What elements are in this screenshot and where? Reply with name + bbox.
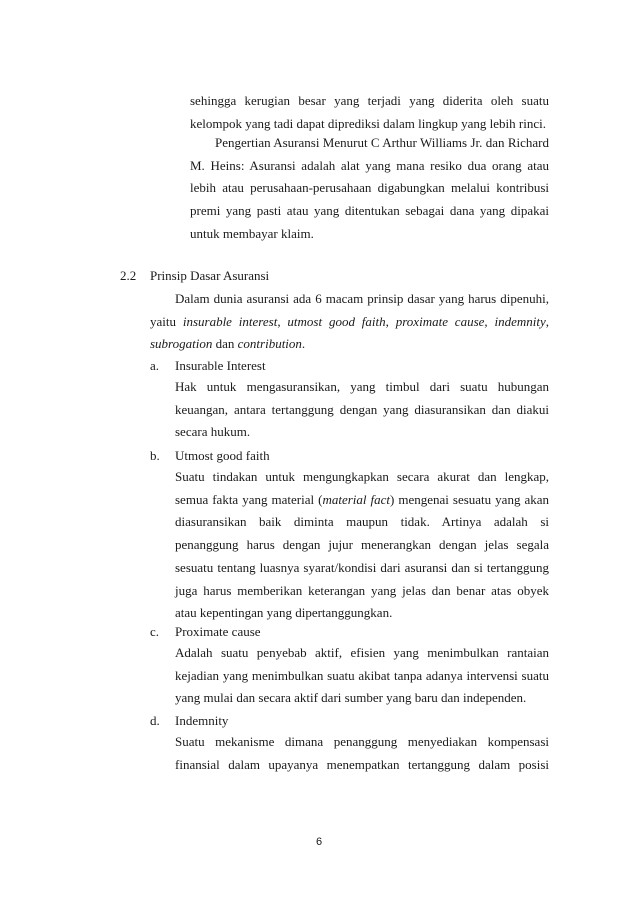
item-title-insurable-interest: Insurable Interest — [175, 358, 266, 373]
item-letter-d: d. — [150, 713, 160, 728]
item-body-insurable-interest: Hak untuk mengasuransikan, yang timbul dari suatu hubungan keuangan, antara tertanggung dengan yang diasuransikan dan diakui secara hukum. — [175, 379, 549, 440]
definition-paragraph: Pengertian Asuransi Menurut C Arthur Williams Jr. dan Richard M. Heins: Asuransi adalah alat yang mana resiko dua orang atau lebih atau perusahaan-perusahaan digabungkan melalui kontribusi premi yang pasti atau yang ditentukan sebagai dana yang dipakai untuk membayar klaim. — [190, 135, 549, 241]
principle-contribution: contribution — [237, 336, 302, 352]
section-title: Prinsip Dasar Asuransi — [150, 268, 270, 283]
principle-subrogation: subrogation — [150, 336, 213, 352]
item-letter-b: b. — [150, 448, 160, 463]
principle-indemnity: indemnity — [494, 313, 546, 329]
item-letter-c: c. — [150, 624, 160, 639]
principle-insurable-interest: insurable interest — [182, 313, 278, 329]
item-title-utmost-good-faith: Utmost good faith — [175, 448, 270, 463]
item-body-indemnity: Suatu mekanisme dimana penanggung menyediakan kompensasi finansial dalam upayanya menempatkan tertanggung dalam posisi — [175, 734, 549, 772]
continuation-paragraph: sehingga kerugian besar yang terjadi yang diderita oleh suatu kelompok yang tadi dapat diprediksi dalam lingkup yang lebih rinci. — [190, 93, 549, 131]
section-intro-text: Dalam dunia asuransi ada 6 macam prinsip dasar yang harus dipenuhi, yaitu — [150, 291, 549, 329]
page-number: 6 — [315, 836, 323, 848]
item-title-proximate-cause: Proximate cause — [175, 624, 261, 639]
section-intro: Dalam dunia asuransi ada 6 macam prinsip dasar yang harus dipenuhi, yaitu insurable interest, utmost good faith, proximate cause, indemnity, subrogation dan contribution. — [150, 291, 550, 352]
item-body-utmost-good-faith: Suatu tindakan untuk mengungkapkan secara akurat dan lengkap, semua fakta yang material (material fact) mengenai sesuatu yang akan diasuransikan baik diminta maupun tidak. Artinya adalah si penanggung harus dengan jujur menerangkan dengan jelas segala sesuatu tentang luasnya syarat/kondisi dari asuransi dan si tertanggung juga harus memberikan keterangan yang jelas dan benar atas obyek atau kepentingan yang dipertanggungkan. — [175, 469, 549, 621]
item-body-proximate-cause: Adalah suatu penyebab aktif, efisien yang menimbulkan rantaian kejadian yang menimbulkan suatu akibat tanpa adanya intervensi suatu yang mulai dan secara aktif dari sumber yang baru dan independen. — [175, 645, 549, 706]
principle-proximate-cause: proximate cause — [395, 313, 485, 329]
item-title-indemnity: Indemnity — [175, 713, 229, 728]
item-letter-a: a. — [150, 358, 160, 373]
principle-utmost-good-faith: utmost good faith — [287, 313, 386, 329]
section-number: 2.2 — [120, 268, 137, 283]
material-fact-term: material fact — [322, 491, 390, 507]
